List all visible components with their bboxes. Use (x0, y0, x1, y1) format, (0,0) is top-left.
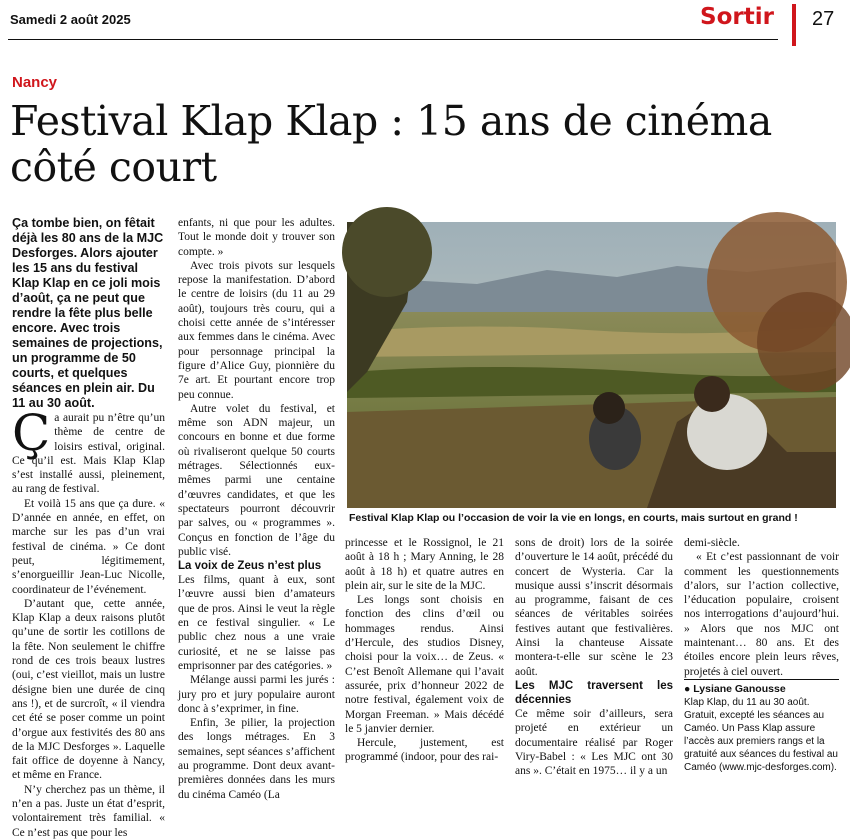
column-1 (12, 216, 165, 840)
lead-text: a aurait pu n’être qu’un thème de centre de loisirs estival, original. Ce qu’il est. Mais Klap Klap s’est installé aussi, pleinement, au rang de festival. (12, 412, 165, 496)
dropcap: Ç (12, 404, 51, 462)
paragraph: Mélange aussi parmi les jurés : jury pro et jury populaire auront donc à s’exprimer, in fine. (178, 674, 335, 715)
paragraph: « Et c’est passionnant de voir comment les questionnements d’alors, sur l’action collective, l’éducation populaire, croisent nos interrogations d’aujourd’hui. » Alors que nos MJC ont maintenant… 80 ans. Et des étoiles encore plein leurs rêves, projetés à ciel ouvert. (684, 551, 839, 678)
paragraph: sons de droit) lors de la soirée d’ouverture le 14 août, précédé du concert de Wysteria. Car la musique aussi s’inscrit désormais au programme, faisant de ces séances de véritables soirées festives autant que festivalières. Ainsi la chanteuse Aissate montera-t-elle sur scène le 23 août. (515, 537, 673, 678)
paragraph: N’y cherchez pas un thème, il n’en a pas. Juste un état d’esprit, volontairement très familial. « Ce n’est pas que pour les (12, 783, 165, 839)
paragraph: enfants, ni que pour les adultes. Tout le monde doit y trouver son compte. » (178, 217, 335, 258)
subhead: Les MJC traversent les décennies (515, 679, 673, 706)
paragraph: Hercule, justement, est programmé (indoor, pour des rai- (345, 737, 504, 764)
masthead-rule (8, 39, 778, 40)
article-photo (347, 222, 836, 508)
masthead-date: Samedi 2 août 2025 (10, 12, 131, 27)
column-3 (345, 536, 504, 765)
author-signature: ● Lysiane Ganousse (684, 679, 839, 696)
paragraph: demi-siècle. (684, 537, 740, 549)
subhead: La voix de Zeus n’est plus (178, 560, 322, 573)
paragraph: D’autant que, cette année, Klap Klap a deux raisons plutôt qu’une de sortir les cotillons de la fête. Non seulement le chiffre rond de ces trois beaux lustres (oui, c’est vieillot, mais un lustre désigne bien une durée de cinq ans !), et de surcroît, « il viendra cet été se poser comme un point d’orgue aux festivités des 80 ans de la MJC Desforges ». Laquelle fait office de doyenne à Nancy, et même en France. (12, 597, 165, 782)
chapo: Ça tombe bien, on fêtait déjà les 80 ans de la MJC Desforges. Alors ajouter les 15 ans du festival Klap Klap en ce joli mois d’août, ça ne peut que rendre la fête plus belle encore. Avec trois semaines de projections, un programme de 50 courts, et quelques séances en plein air. Du 11 au 30 août. (12, 216, 164, 410)
paragraph: princesse et le Rossignol, le 21 août à 18 h ; Mary Anning, le 28 août à 18 h) et quatre autres en plein air, sur le site de la MJC. (345, 537, 504, 592)
paragraph: Les longs sont choisis en fonction des clins d’œil ou hommages rendus. Ainsi d’Hercule, des studios Disney, choisi pour la voix… de Zeus. « C’est Benoît Allemane qui l’avait assurée, prix d’honneur 2022 de notre festival, également voix de Morgan Freeman. » Mais décédé le 5 janvier dernier. (345, 594, 504, 735)
column-2 (178, 216, 335, 802)
column-5 (684, 536, 839, 774)
paragraph: Enfin, 3e pilier, la projection des longs métrages. En 3 semaines, sept séances s’affichent au programme. Dont deux avant-premières données dans les murs du cinéma Caméo (La (178, 717, 335, 801)
paragraph: Ce même soir d’ailleurs, sera projeté en extérieur un documentaire réalisé par Roger Viry-Babel : « Les MJC ont 30 ans ». C’était en 1975… il y a un (515, 707, 673, 778)
section-divider (792, 4, 796, 46)
photo-caption: Festival Klap Klap ou l’occasion de voir la vie en longs, en courts, mais surtout en grand ! (349, 512, 798, 524)
lead-paragraph (12, 404, 165, 497)
kicker: Nancy (12, 74, 58, 91)
section-title: Sortir (700, 4, 774, 30)
paragraph: Les films, quant à eux, sont l’œuvre aussi bien d’amateurs que de pros. Ainsi le veut la règle en ce festival singulier. « Le public chez nous a une vraie curiosité, et ne se laisse pas emprisonner par des catégories. » (178, 574, 335, 672)
headline: Festival Klap Klap : 15 ans de cinéma côté court (10, 97, 772, 191)
paragraph: Avec trois pivots sur lesquels repose la manifestation. D’abord le centre de loisirs (du 11 au 29 août), toujours très couru, qui a choisi cette année de s’intéresser aux femmes dans le cinéma. Avec pour personnage principal la figure d’Alice Guy, pionnière du 7e art. Et pourtant encore trop peu connue. (178, 259, 335, 401)
info-box: Klap Klap, du 11 au 30 août. Gratuit, excepté les séances au Caméo. Un Pass Klap assure l’accès aux premiers rangs et la gratuité aux séances du festival au Caméo (www.mjc-desforges.com). (684, 697, 838, 774)
page-number: 27 (812, 8, 835, 30)
landscape-photo (347, 222, 836, 508)
column-4 (515, 536, 673, 778)
paragraph: Autre volet du festival, et même son ADN majeur, un concours en bonne et due forme où rivaliseront quelque 50 courts métrages. Sélectionnés eux-mêmes parmi une centaine d’œuvres candidates, et que les spectateurs pourront découvrir par salves, ou « programmes ». Conçus en fonction de l’âge du public visé. (178, 402, 335, 558)
paragraph: Et voilà 15 ans que ça dure. « D’année en année, en effet, on marche sur les pas d’un vrai festival de cinéma. » Ce dont peut, légitimement, s’enorgueillir Jean-Luc Nicolle, coordinateur de l’événement. (12, 497, 165, 596)
